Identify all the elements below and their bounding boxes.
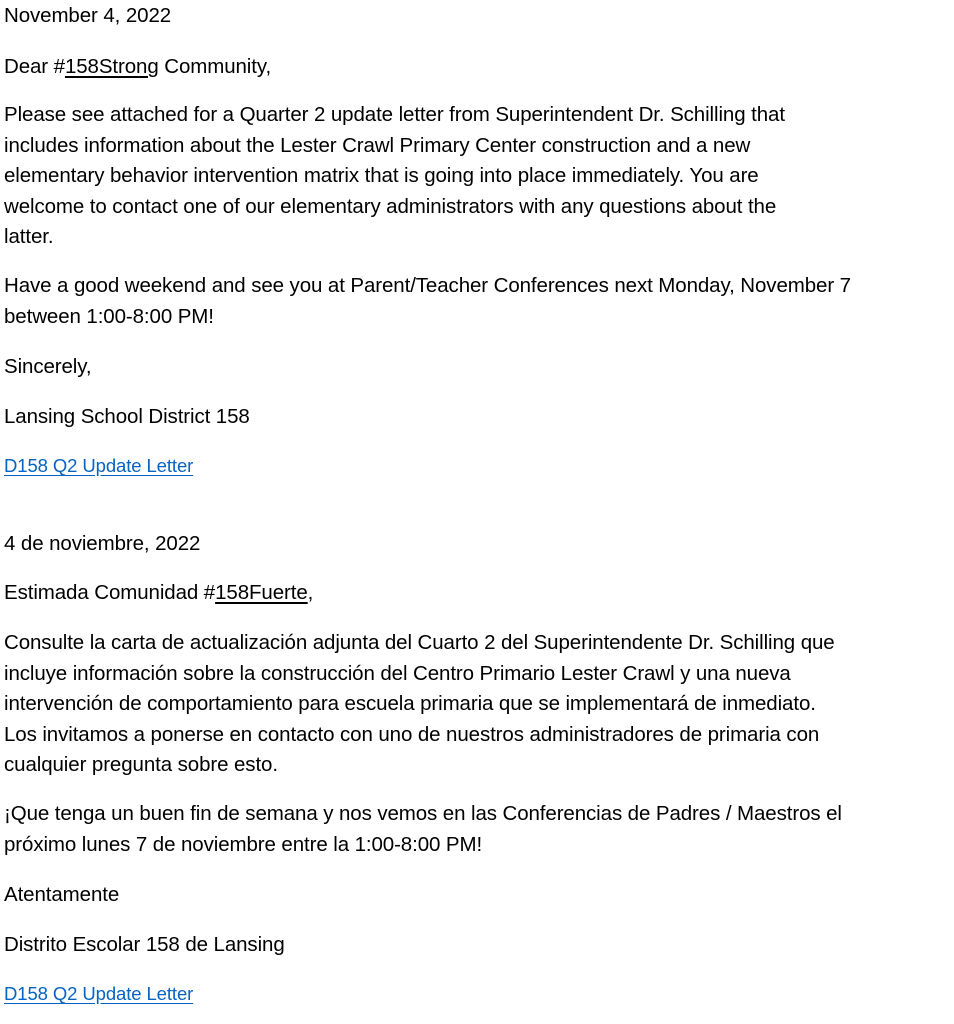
spanish-update-letter-link[interactable]: D158 Q2 Update Letter [4, 983, 194, 1004]
english-update-letter-link-wrap [4, 451, 193, 482]
english-paragraph1-line: welcome to contact one of our elementary administrators with any questions about the [4, 194, 777, 218]
spanish-paragraph1-line: Los invitamos a ponerse en contacto con uno de nuestros administradores de primaria con [4, 722, 820, 746]
english-paragraph2-line: between 1:00-8:00 PM! [4, 304, 214, 328]
spanish-paragraph2-line: próximo lunes 7 de noviembre entre la 1:00-8:00 PM! [4, 832, 483, 856]
english-paragraph1-line: includes information about the Lester Crawl Primary Center construction and a new [4, 133, 751, 157]
spanish-hashtag: 158Fuerte [215, 581, 308, 604]
spanish-date: 4 de noviembre, 2022 [4, 532, 201, 555]
english-greeting-prefix: Dear # [4, 55, 65, 78]
spanish-closing: Atentamente [4, 883, 120, 906]
spanish-greeting-prefix: Estimada Comunidad # [4, 581, 216, 604]
english-greeting [4, 52, 271, 83]
spanish-greeting [4, 578, 313, 609]
spanish-paragraph1-line: Consulte la carta de actualización adjunta del Cuarto 2 del Superintendente Dr. Schilling que [4, 631, 835, 654]
english-hashtag: 158Strong [64, 55, 159, 78]
english-paragraph1-line: latter. [4, 225, 54, 248]
english-closing: Sincerely, [4, 355, 92, 378]
spanish-paragraph1-line: incluye información sobre la construcción del Centro Primario Lester Crawl y una nueva [4, 661, 791, 685]
spanish-update-letter-link-wrap [4, 979, 193, 1010]
english-update-letter-link[interactable]: D158 Q2 Update Letter [4, 455, 194, 476]
english-paragraph1-line: elementary behavior intervention matrix that is going into place immediately. You are [4, 164, 759, 187]
english-greeting-suffix: Community, [158, 55, 272, 78]
spanish-signature: Distrito Escolar 158 de Lansing [4, 933, 285, 956]
english-paragraph1-line: Please see attached for a Quarter 2 update letter from Superintendent Dr. Schilling that [4, 103, 785, 126]
english-date: November 4, 2022 [4, 4, 172, 27]
english-paragraph2-line: Have a good weekend and see you at Parent/Teacher Conferences next Monday, November 7 [4, 274, 851, 297]
spanish-paragraph1-line: cualquier pregunta sobre esto. [4, 753, 278, 776]
english-signature: Lansing School District 158 [4, 405, 250, 428]
spanish-greeting-suffix: , [307, 581, 314, 604]
spanish-paragraph1-line: intervención de comportamiento para escuela primaria que se implementará de inmediato. [4, 692, 816, 715]
spanish-paragraph2-line: ¡Que tenga un buen fin de semana y nos vemos en las Conferencias de Padres / Maestros el [4, 802, 842, 825]
